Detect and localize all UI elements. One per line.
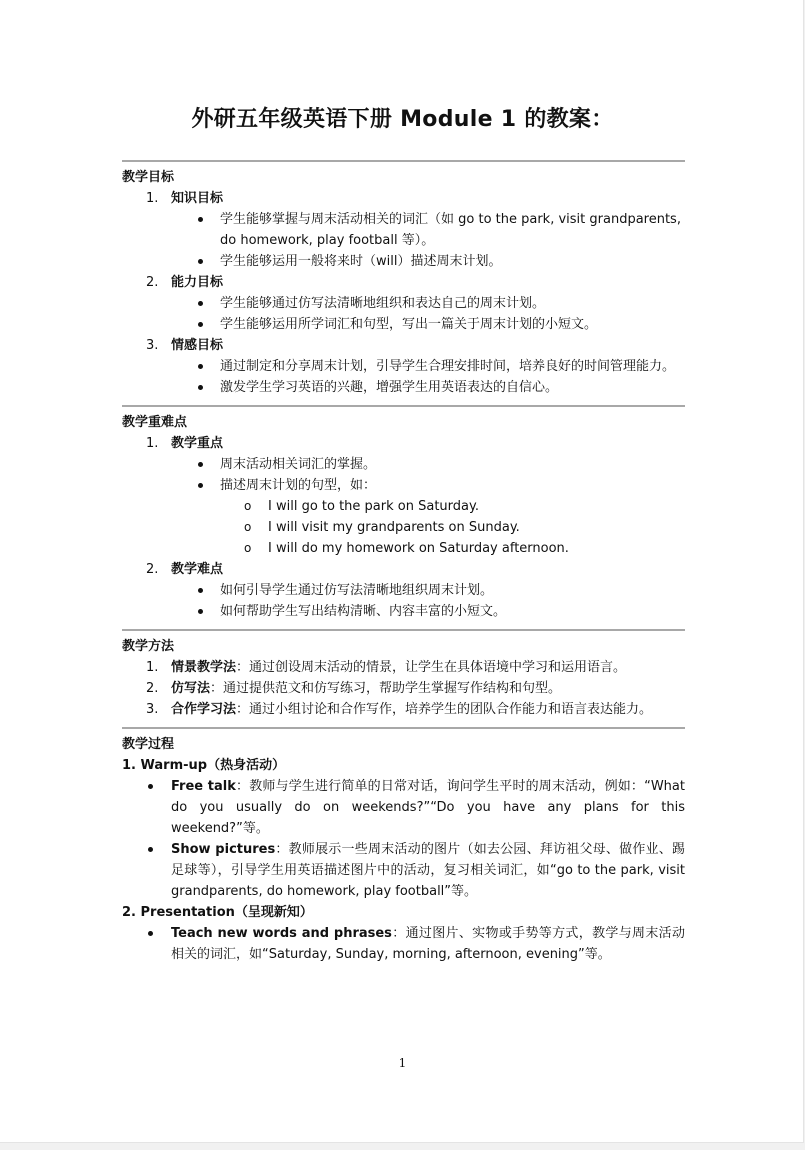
bullet-list [122, 209, 685, 272]
list-number: 3. [146, 702, 159, 717]
method-item [122, 699, 685, 720]
process-step-title: 2. Presentation（呈现新知） [122, 905, 313, 920]
keypoint-title: 教学重点 [171, 436, 224, 451]
list-item: 通过制定和分享周末计划，引导学生合理安排时间，培养良好的时间管理能力。 [122, 356, 685, 377]
list-item: 周末活动相关词汇的掌握。 [122, 454, 685, 475]
objective-title: 知识目标 [171, 191, 224, 206]
bullet-list [122, 580, 685, 622]
process-step-title: 1. Warm-up（热身活动） [122, 758, 286, 773]
list-item: 学生能够运用所学词汇和句型，写出一篇关于周末计划的小短文。 [122, 314, 685, 335]
method-name: 合作学习法 [171, 702, 237, 717]
objective-item [122, 188, 685, 209]
activity-desc: ：通过图片、实物或手势等方式，教学与周末活动相关的词汇，如“Saturday, Sunday, morning, afternoon, evening”等。 [171, 926, 685, 962]
section-divider [122, 160, 685, 162]
list-number: 1. [146, 436, 159, 451]
section-heading-methods: 教学方法 [122, 639, 175, 654]
bullet-list [122, 923, 685, 965]
objective-item [122, 272, 685, 293]
method-desc: ：通过创设周末活动的情景，让学生在具体语境中学习和运用语言。 [236, 660, 627, 675]
list-item: 激发学生学习英语的兴趣，增强学生用英语表达的自信心。 [122, 377, 685, 398]
list-item: 如何帮助学生写出结构清晰、内容丰富的小短文。 [122, 601, 685, 622]
method-name: 情景教学法 [171, 660, 237, 675]
bullet-list [122, 356, 685, 398]
method-name: 仿写法 [171, 681, 211, 696]
section-divider [122, 629, 685, 631]
example-sentence: o I will do my homework on Saturday afternoon. [122, 538, 685, 559]
list-number: 1. [146, 191, 159, 206]
keypoint-item [122, 559, 685, 580]
method-item [122, 678, 685, 699]
list-item: 学生能够掌握与周末活动相关的词汇（如 go to the park, visit grandparents, do homework, play football 等）。 [122, 209, 685, 251]
list-item: 如何引导学生通过仿写法清晰地组织周末计划。 [122, 580, 685, 601]
example-sentence-list [122, 496, 685, 559]
list-number: 2. [146, 562, 159, 577]
objectives-list [122, 272, 685, 293]
activity-desc: ：教师与学生进行简单的日常对话，询问学生平时的周末活动，例如：“What do you usually do on weekends?”“Do you have any plans for this weekend?”等。 [171, 779, 685, 836]
bullet-list [122, 776, 685, 902]
activity-name: Show pictures [171, 842, 276, 857]
keypoint-title: 教学难点 [171, 562, 224, 577]
list-number: 2. [146, 275, 159, 290]
objectives-list [122, 335, 685, 356]
example-sentence: o I will visit my grandparents on Sunday. [122, 517, 685, 538]
section-heading-objectives: 教学目标 [122, 170, 175, 185]
methods-list [122, 657, 685, 720]
keypoints-list [122, 559, 685, 580]
section-heading-process: 教学过程 [122, 737, 175, 752]
objectives-list [122, 188, 685, 209]
section-divider [122, 727, 685, 729]
method-desc: ：通过提供范文和仿写练习，帮助学生掌握写作结构和句型。 [210, 681, 562, 696]
list-item: 学生能够运用一般将来时（will）描述周末计划。 [122, 251, 685, 272]
objective-title: 能力目标 [171, 275, 224, 290]
section-heading-keypoints: 教学重难点 [122, 415, 188, 430]
list-item: 学生能够通过仿写法清晰地组织和表达自己的周末计划。 [122, 293, 685, 314]
activity-name: Free talk [171, 779, 236, 794]
list-item: 描述周末计划的句型，如： [122, 475, 685, 496]
list-number: 2. [146, 681, 159, 696]
keypoint-item [122, 433, 685, 454]
document-title: 外研五年级英语下册 Module 1 的教案： [191, 107, 614, 132]
page-number: 1 [398, 1056, 407, 1070]
list-item [122, 839, 685, 902]
method-desc: ：通过小组讨论和合作写作，培养学生的团队合作能力和语言表达能力。 [236, 702, 653, 717]
document-body [122, 160, 685, 965]
method-item [122, 657, 685, 678]
bullet-list [122, 293, 685, 335]
activity-desc: ：教师展示一些周末活动的图片（如去公园、拜访祖父母、做作业、踢足球等），引导学生用英语描述图片中的活动，复习相关词汇，如“go to the park, visit grandparents, do homework, play football”等。 [171, 842, 685, 899]
objective-item [122, 335, 685, 356]
objective-title: 情感目标 [171, 338, 224, 353]
activity-name: Teach new words and phrases [171, 926, 392, 941]
list-item [122, 923, 685, 965]
bullet-list [122, 454, 685, 496]
list-item [122, 776, 685, 839]
list-number: 3. [146, 338, 159, 353]
example-sentence: o I will go to the park on Saturday. [122, 496, 685, 517]
list-number: 1. [146, 660, 159, 675]
keypoints-list [122, 433, 685, 454]
section-divider [122, 405, 685, 407]
